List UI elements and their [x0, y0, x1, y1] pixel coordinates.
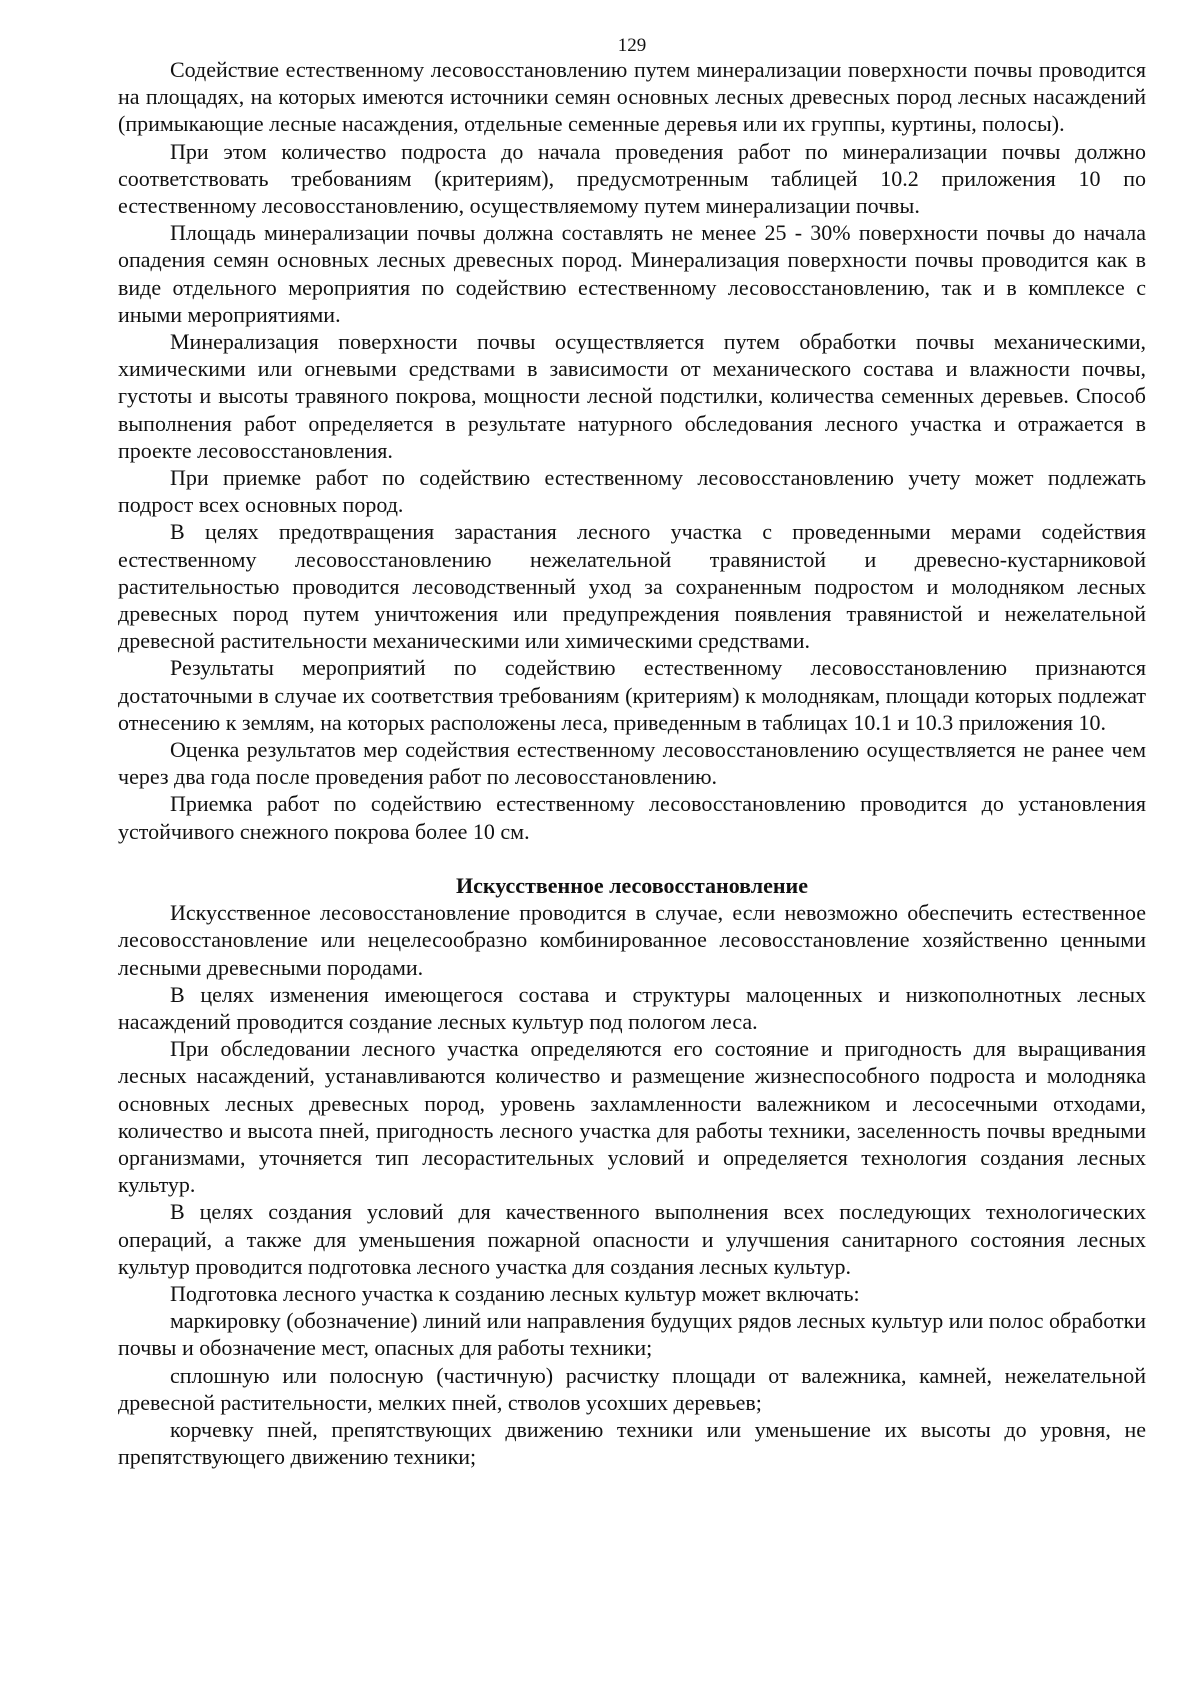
document-page [118, 36, 1146, 1470]
paragraph: Результаты мероприятий по содействию естественному лесовосстановлению признаются достаточными в случае их соответствия требованиям (критериям) к молоднякам, площади которых подлежат отнесению к землям, на которых расположены леса, приведенным в таблицах 10.1 и 10.3 приложения 10. [118, 655, 1146, 735]
paragraph: Содействие естественному лесовосстановлению путем минерализации поверхности почвы проводится на площадях, на которых имеются источники семян основных лесных древесных пород лесных насаждений (примыкающие лесные насаждения, отдельные семенные деревья или их группы, куртины, полосы). [118, 57, 1146, 137]
section-spacer [118, 845, 1146, 872]
paragraph: В целях предотвращения зарастания лесного участка с проведенными мерами содействия естественному лесовосстановлению нежелательной травянистой и древесно-кустарниковой растительностью проводится лесоводственный уход за сохраненным подростом и молодняком лесных древесных пород путем уничтожения или предупреждения появления травянистой и нежелательной древесной растительности механическими или химическими средствами. [118, 519, 1146, 654]
paragraph: В целях изменения имеющегося состава и структуры малоценных и низкополнотных лесных насаждений проводится создание лесных культур под пологом леса. [118, 981, 1146, 1034]
list-item: корчевку пней, препятствующих движению техники или уменьшение их высоты до уровня, не препятствующего движению техники; [118, 1416, 1146, 1470]
list-item: сплошную или полосную (частичную) расчистку площади от валежника, камней, нежелательной древесной растительности, мелких пней, стволов усохших деревьев; [118, 1362, 1146, 1415]
paragraph: Приемка работ по содействию естественному лесовосстановлению проводится до установления устойчивого снежного покрова более 10 см. [118, 791, 1146, 844]
paragraph: Площадь минерализации почвы должна составлять не менее 25 - 30% поверхности почвы до начала опадения семян основных лесных древесных пород. Минерализация поверхности почвы проводится как в виде отдельного мероприятия по содействию естественному лесовосстановлению, так и в комплексе с иными мероприятиями. [118, 220, 1146, 327]
paragraph: При обследовании лесного участка определяются его состояние и пригодность для выращивания лесных насаждений, устанавливаются количество и размещение жизнеспособного подроста и молодняка основных лесных древесных пород, уровень захламленности валежником и лесосечными отходами, количество и высота пней, пригодность лесного участка для работы техники, заселенность почвы вредными организмами, уточняется тип лесорастительных условий и определяется технология создания лесных культур. [118, 1036, 1146, 1198]
paragraph: Оценка результатов мер содействия естественному лесовосстановлению осуществляется не ранее чем через два года после проведения работ по лесовосстановлению. [118, 737, 1146, 790]
page-number: 129 [617, 35, 647, 56]
paragraph: Подготовка лесного участка к созданию лесных культур может включать: [170, 1280, 860, 1306]
list-item: маркировку (обозначение) линий или направления будущих рядов лесных культур или полос обработки почвы и обозначение мест, опасных для работы техники; [118, 1308, 1146, 1361]
paragraph: Минерализация поверхности почвы осуществляется путем обработки почвы механическими, химическими или огневыми средствами в зависимости от механического состава и влажности почвы, густоты и высоты травяного покрова, мощности лесной подстилки, количества семенных деревьев. Способ выполнения работ определяется в результате натурного обследования лесного участка и отражается в проекте лесовосстановления. [118, 329, 1146, 463]
paragraph: При этом количество подроста до начала проведения работ по минерализации почвы должно соответствовать требованиям (критериям), предусмотренным таблицей 10.2 приложения 10 по естественному лесовосстановлению, осуществляемому путем минерализации почвы. [118, 138, 1146, 219]
paragraph: В целях создания условий для качественного выполнения всех последующих технологических операций, а также для уменьшения пожарной опасности и улучшения санитарного состояния лесных культур проводится подготовка лесного участка для создания лесных культур. [118, 1199, 1146, 1279]
paragraph: При приемке работ по содействию естественному лесовосстановлению учету может подлежать подрост всех основных пород. [118, 465, 1146, 518]
section-heading: Искусственное лесовосстановление [455, 872, 809, 898]
paragraph: Искусственное лесовосстановление проводится в случае, если невозможно обеспечить естественное лесовосстановление или нецелесообразно комбинированное лесовосстановление хозяйственно ценными лесными древесными породами. [118, 900, 1146, 980]
